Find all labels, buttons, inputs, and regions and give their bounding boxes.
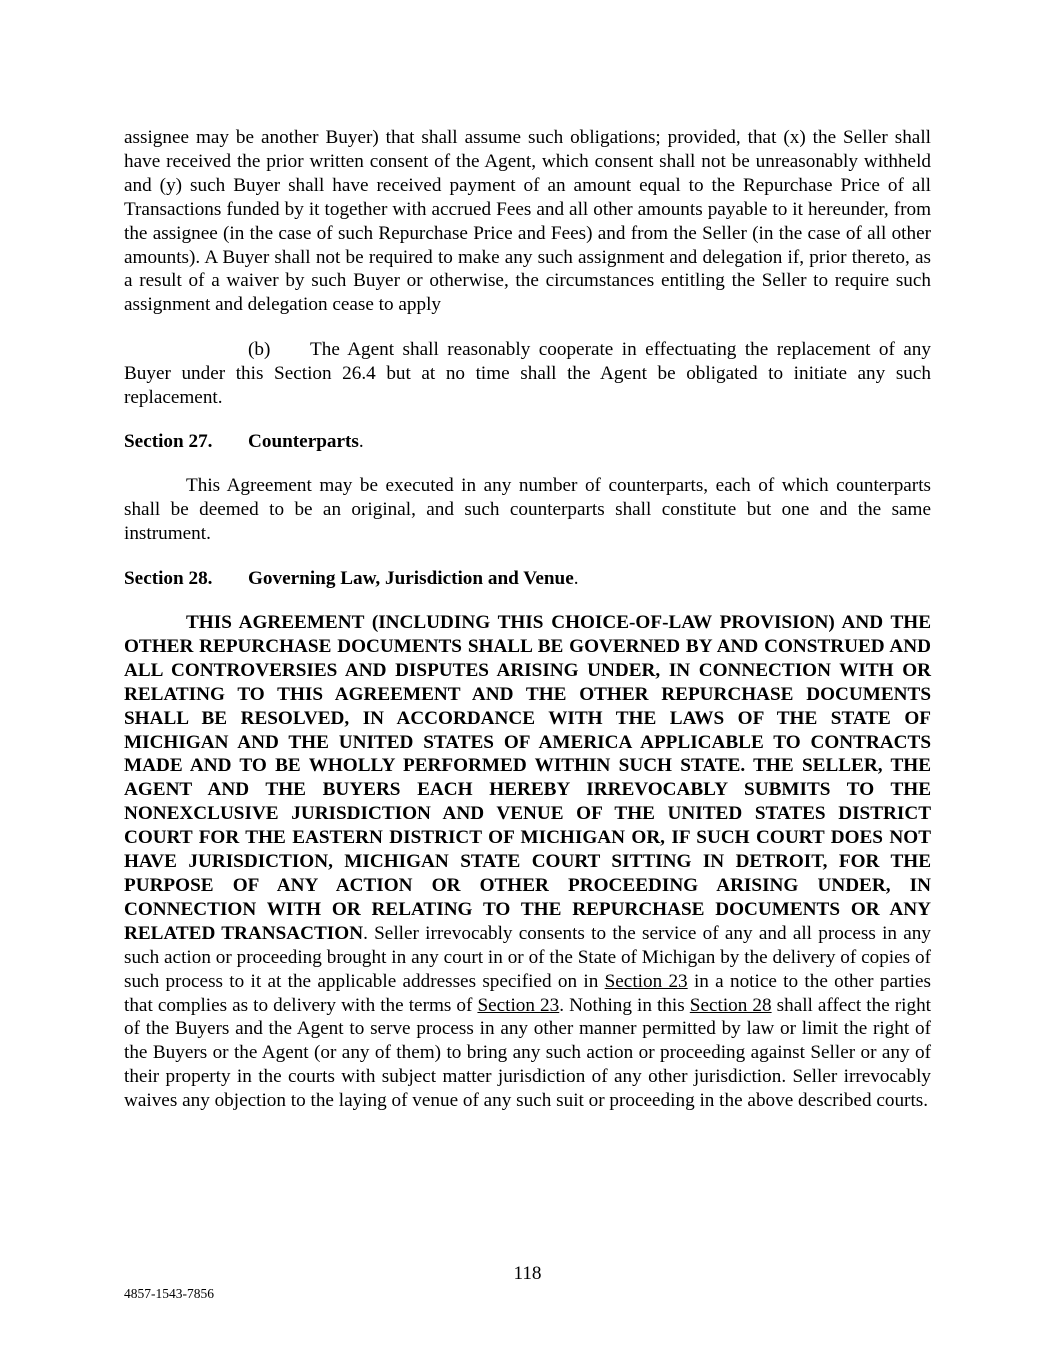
- section-27-body: This Agreement may be executed in any number of counterparts, each of which counterparts shall be deemed to be an original, and such counterparts shall constitute but one and the same instrument.: [124, 475, 931, 545]
- section-27-number: Section 27.: [124, 430, 213, 452]
- section-28-reference: Section 28: [689, 994, 772, 1016]
- section-28-bold-clause: THIS AGREEMENT (INCLUDING THIS CHOICE-OF-LAW PROVISION) AND THE OTHER REPURCHASE DOCUMENTS SHALL BE GOVERNED BY AND CONSTRUED AND ALL CONTROVERSIES AND DISPUTES ARISING UNDER, IN CONNECTION WITH OR RELATING TO THIS AGREEMENT AND THE OTHER REPURCHASE DOCUMENTS SHALL BE RESOLVED, IN ACCORDANCE WITH THE LAWS OF THE STATE OF MICHIGAN AND THE UNITED STATES OF AMERICA APPLICABLE TO CONTRACTS MADE AND TO BE WHOLLY PERFORMED WITHIN SUCH STATE. THE SELLER, THE AGENT AND THE BUYERS EACH HEREBY IRREVOCABLY SUBMITS TO THE NONEXCLUSIVE JURISDICTION AND VENUE OF THE UNITED STATES DISTRICT COURT FOR THE EASTERN DISTRICT OF MICHIGAN OR, IF SUCH COURT DOES NOT HAVE JURISDICTION, MICHIGAN STATE COURT SITTING IN DETROIT, FOR THE PURPOSE OF ANY ACTION OR OTHER PROCEEDING ARISING UNDER, IN CONNECTION WITH OR RELATING TO THE REPURCHASE DOCUMENTS OR ANY RELATED TRANSACTION: [124, 612, 931, 944]
- paragraph-b: [124, 338, 931, 410]
- section-28-text-2: in a notice to the other parties that complies as to delivery with the terms of: [124, 970, 931, 1016]
- paragraph-continued: assignee may be another Buyer) that shall assume such obligations; provided, that (x) the Seller shall have received the prior written consent of the Agent, which consent shall not be unreasonably withheld and (y) such Buyer shall have received payment of an amount equal to the Repurchase Price of all Transactions funded by it together with accrued Fees and all other amounts payable to it hereunder, from the assignee (in the case of such Repurchase Price and Fees) and from the Seller (in the case of all other amounts). A Buyer shall not be required to make any such assignment and delegation if, prior thereto, as a result of a waiver by such Buyer or otherwise, the circumstances entitling the Seller to require such assignment and delegation cease to apply: [124, 127, 931, 316]
- section-28-text-1: . Seller irrevocably consents to the service of any and all process in any such action or proceeding brought in any court in or of the State of Michigan by the delivery of copies of such process to it at the applicable addresses specified on in: [124, 922, 931, 992]
- page-number: 118: [513, 1263, 542, 1284]
- section-28-text-3: . Nothing in this: [559, 994, 690, 1016]
- paragraph-b-label: (b): [248, 338, 271, 360]
- document-id: 4857-1543-7856: [124, 1286, 214, 1301]
- section-28-number: Section 28.: [124, 567, 213, 589]
- paragraph-b-text: The Agent shall reasonably cooperate in effectuating the replacement of any Buyer under this Section 26.4 but at no time shall the Agent be obligated to initiate any such replacement.: [124, 338, 931, 408]
- section-28-body: [124, 611, 931, 1113]
- section-27-title: Counterparts: [248, 430, 359, 452]
- section-23-reference-2: Section 23: [477, 994, 560, 1016]
- section-23-reference-1: Section 23: [604, 970, 688, 992]
- section-28-title: Governing Law, Jurisdiction and Venue: [248, 567, 574, 589]
- section-28-text-4: shall affect the right of the Buyers and the Agent to serve process in any other manner permitted by law or limit the right of the Buyers or the Agent (or any of them) to bring any such action or proceeding against Seller or any of their property in the courts with subject matter jurisdiction of any other jurisdiction. Seller irrevocably waives any objection to the laying of venue of any such suit or proceeding in the above described courts.: [124, 994, 932, 1112]
- document-page: [124, 126, 931, 1113]
- section-28-heading: [124, 567, 931, 591]
- section-27-heading: [124, 430, 931, 454]
- section-28-title-period: .: [573, 567, 579, 589]
- section-27-title-period: .: [358, 430, 364, 452]
